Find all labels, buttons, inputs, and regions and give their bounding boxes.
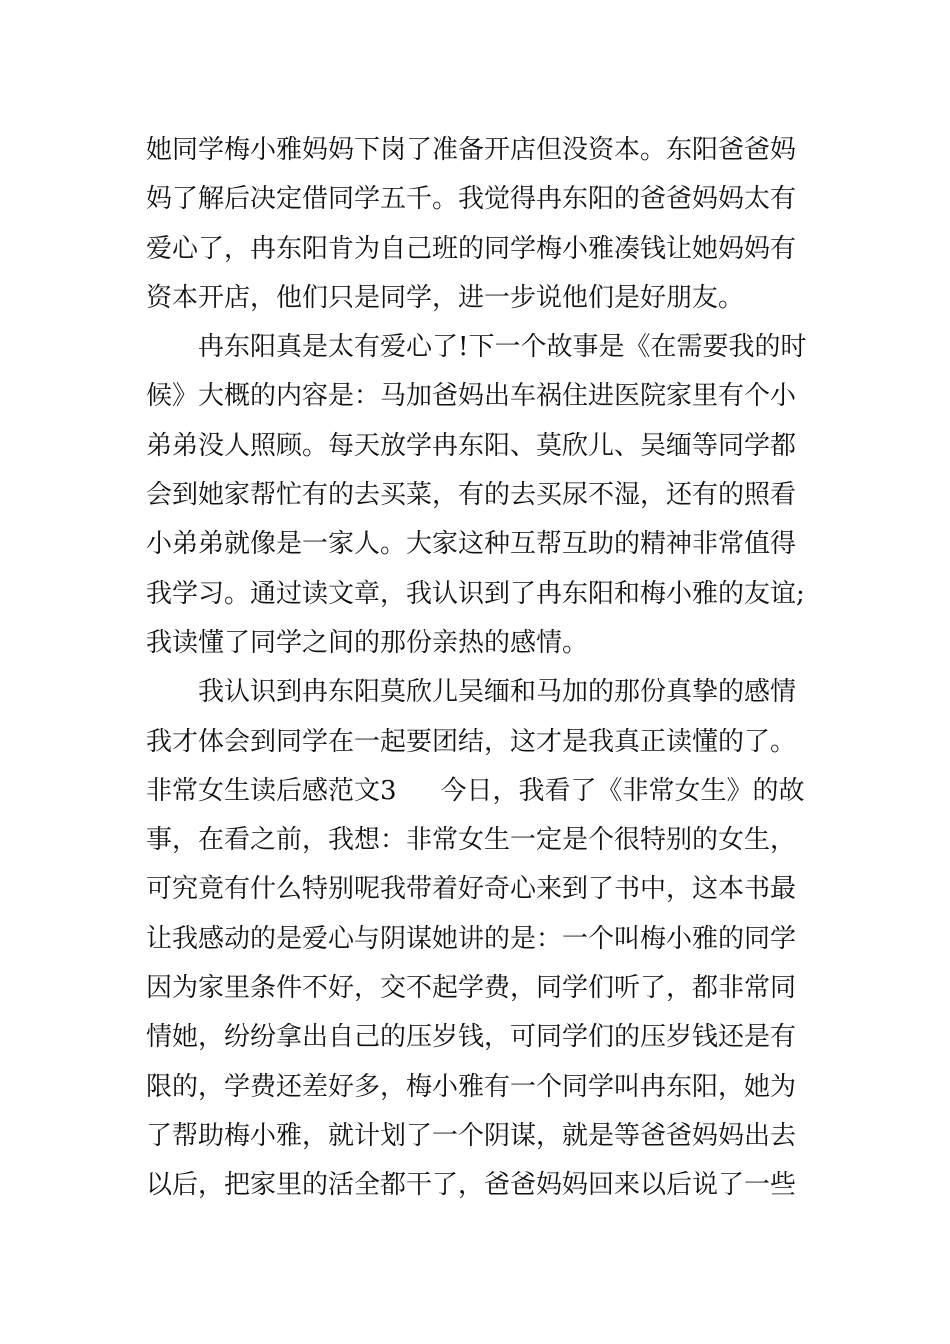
text-line: 候》大概的内容是：马加爸妈出车祸住进医院家里有个小 — [146, 381, 797, 412]
paragraph-first-line: 我认识到冉东阳莫欣儿吴缅和马加的那份真挚的感情 — [198, 677, 797, 708]
text-line: 了帮助梅小雅，就计划了一个阴谋，就是等爸爸妈妈出去 — [146, 1120, 797, 1151]
essay-body — [146, 126, 816, 1211]
text-line: 事，在看之前，我想：非常女生一定是个很特别的女生， — [146, 825, 797, 856]
text-line: 爱心了，冉东阳肯为自己班的同学梅小雅凑钱让她妈妈有 — [146, 233, 797, 264]
section-heading: 非常女生读后感范文3 — [146, 775, 397, 806]
text-line: 我学习。通过读文章，我认识到了冉东阳和梅小雅的友谊; — [146, 578, 805, 609]
text-line: 会到她家帮忙有的去买菜，有的去买尿不湿，还有的照看 — [146, 480, 797, 511]
text-line: 限的，学费还差好多，梅小雅有一个同学叫冉东阳，她为 — [146, 1071, 797, 1102]
heading-line-text: 今日，我看了《非常女生》的故 — [440, 775, 805, 806]
text-line: 资本开店，他们只是同学，进一步说他们是好朋友。 — [146, 282, 745, 313]
text-line: 以后，把家里的活全都干了，爸爸妈妈回来以后说了一些 — [146, 1170, 797, 1201]
text-line: 我才体会到同学在一起要团结，这才是我真正读懂的了。 — [146, 726, 797, 757]
text-line: 她同学梅小雅妈妈下岗了准备开店但没资本。东阳爸爸妈 — [146, 135, 797, 165]
text-line: 我读懂了同学之间的那份亲热的感情。 — [146, 627, 589, 658]
heading-line — [146, 767, 816, 816]
text-line: 小弟弟就像是一家人。大家这种互帮互助的精神非常值得 — [146, 529, 797, 560]
text-line: 让我感动的是爱心与阴谋她讲的是：一个叫梅小雅的同学 — [146, 923, 797, 954]
text-line: 妈了解后决定借同学五千。我觉得冉东阳的爸爸妈妈太有 — [146, 184, 797, 215]
paragraph-first-line: 冉东阳真是太有爱心了!下一个故事是《在需要我的时 — [198, 332, 807, 363]
text-line: 情她，纷纷拿出自己的压岁钱，可同学们的压岁钱还是有 — [146, 1022, 797, 1053]
text-line: 可究竟有什么特别呢我带着好奇心来到了书中，这本书最 — [146, 874, 797, 905]
text-line: 因为家里条件不好，交不起学费，同学们听了，都非常同 — [146, 973, 797, 1004]
text-line: 弟弟没人照顾。每天放学冉东阳、莫欣儿、吴缅等同学都 — [146, 430, 797, 461]
